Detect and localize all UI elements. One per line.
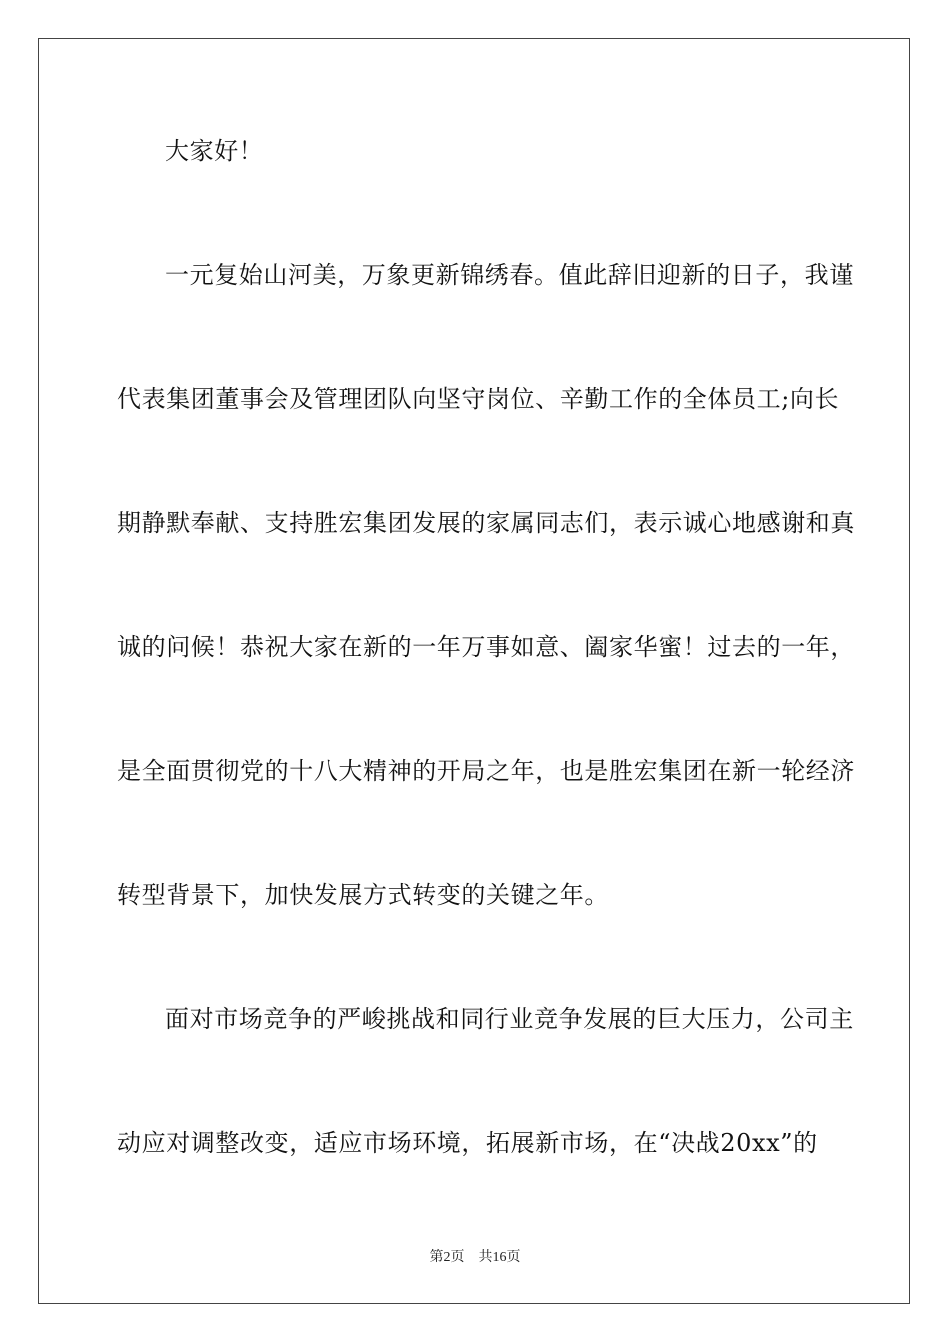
paragraph-line: 转型背景下，加快发展方式转变的关键之年。 <box>117 881 609 909</box>
paragraph-line: 动应对调整改变，适应市场环境，拓展新市场，在“决战20xx”的 <box>117 1129 818 1157</box>
paragraph-line: 期静默奉献、支持胜宏集团发展的家属同志们，表示诚心地感谢和真 <box>117 509 855 537</box>
paragraph-line: 一元复始山河美，万象更新锦绣春。值此辞旧迎新的日子，我谨 <box>165 261 854 289</box>
page-border <box>38 38 910 1304</box>
page-footer <box>0 1246 950 1266</box>
page-number: 第2页 <box>429 1250 465 1265</box>
page-total: 共16页 <box>478 1250 521 1265</box>
paragraph-line: 是全面贯彻党的十八大精神的开局之年，也是胜宏集团在新一轮经济 <box>117 757 855 785</box>
paragraph-line: 面对市场竞争的严峻挑战和同行业竞争发展的巨大压力，公司主 <box>165 1005 854 1033</box>
paragraph-line: 代表集团董事会及管理团队向坚守岗位、辛勤工作的全体员工;向长 <box>117 385 840 413</box>
greeting-line: 大家好！ <box>165 137 264 165</box>
paragraph-line: 诚的问候！恭祝大家在新的一年万事如意、阖家华蜜！过去的一年， <box>117 633 855 661</box>
